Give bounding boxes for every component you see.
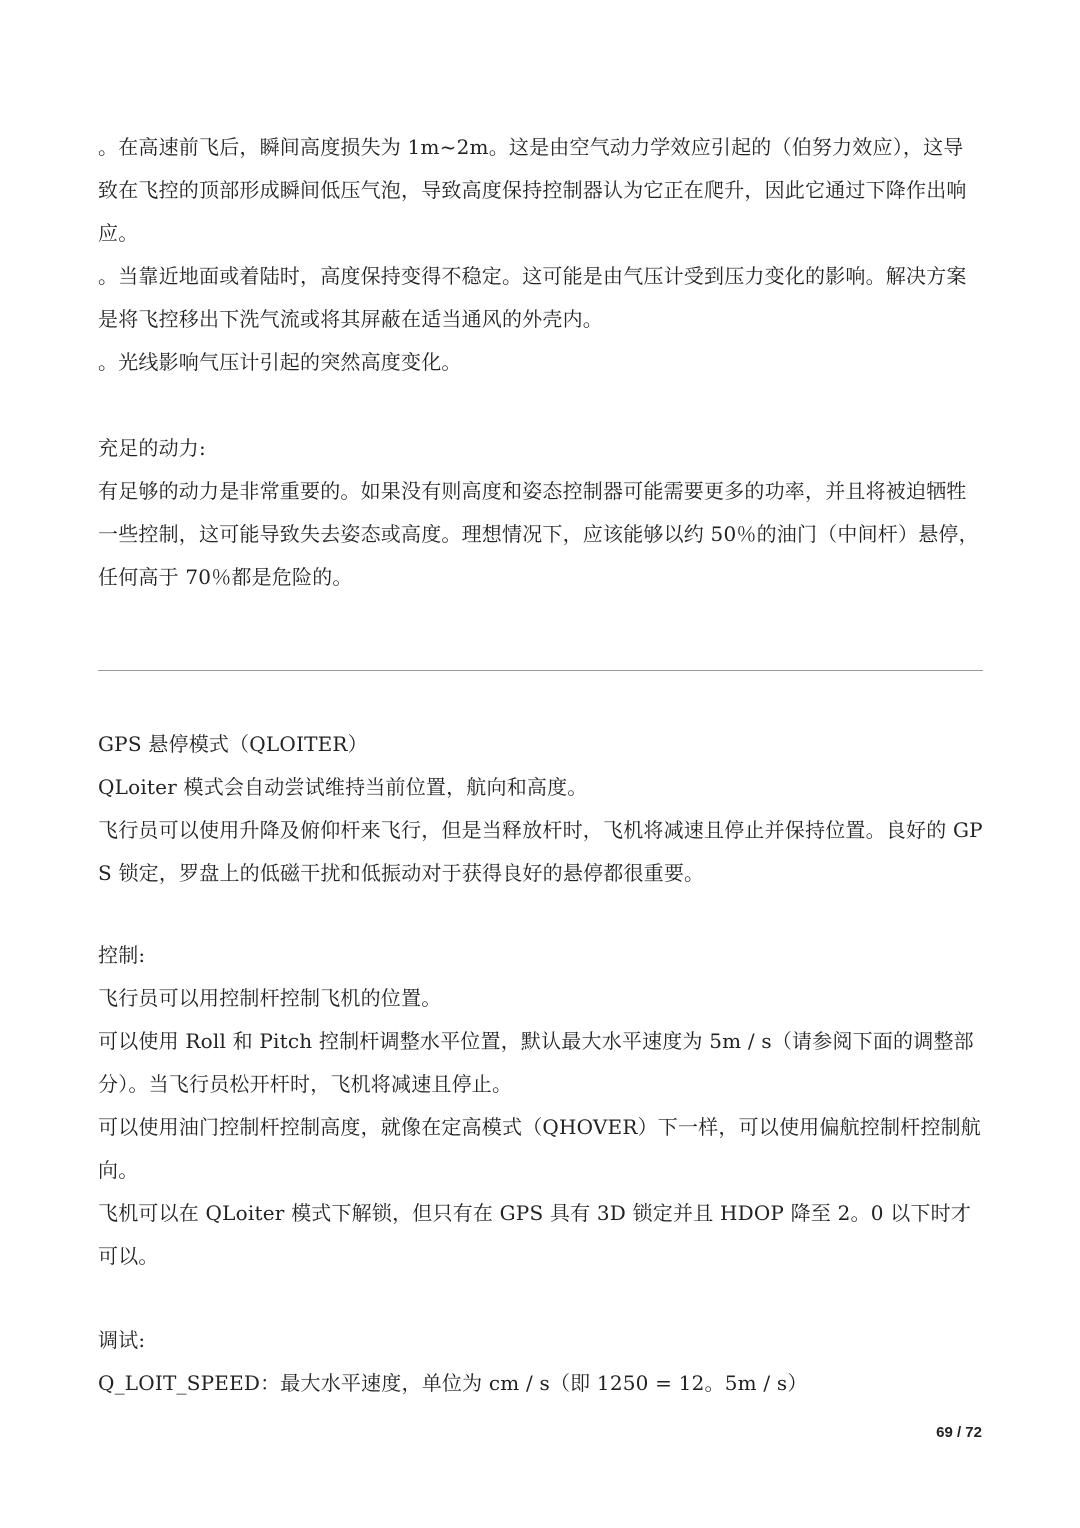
- paragraph-qloiter-intro: QLoiter 模式会自动尝试维持当前位置，航向和高度。: [98, 775, 588, 799]
- section-heading-tuning: 调试:: [98, 1328, 146, 1352]
- section-heading-control: 控制:: [98, 943, 146, 967]
- paragraph-altitude-loss: 。在高速前飞后，瞬间高度损失为 1m~2m。这是由空气动力学效应引起的（伯努力效应），这导致在飞控的顶部形成瞬间低压气泡，导致高度保持控制器认为它正在爬升，因此它通过下降作出响应。: [98, 135, 967, 245]
- page-number: 69 / 72: [936, 1424, 982, 1441]
- paragraph-tuning-loit-speed: Q_LOIT_SPEED：最大水平速度，单位为 cm / s（即 1250 = 12。5m / s）: [98, 1371, 808, 1395]
- paragraph-control-arming: 飞机可以在 QLoiter 模式下解锁，但只有在 GPS 具有 3D 锁定并且 HDOP 降至 2。0 以下时才可以。: [98, 1201, 971, 1268]
- qloiter-section: [98, 723, 983, 895]
- section-divider: [98, 670, 983, 671]
- paragraph-control-throttle: 可以使用油门控制杆控制高度，就像在定高模式（QHOVER）下一样，可以使用偏航控制杆控制航向。: [98, 1115, 981, 1182]
- section-heading-power: 充足的动力:: [98, 436, 206, 460]
- tuning-section: [98, 1319, 983, 1405]
- altitude-issues-section: [98, 126, 983, 384]
- paragraph-ground-effect: 。当靠近地面或着陆时，高度保持变得不稳定。这可能是由气压计受到压力变化的影响。解决方案是将飞控移出下洗气流或将其屏蔽在适当通风的外壳内。: [98, 264, 967, 331]
- control-section: [98, 934, 983, 1278]
- power-section: [98, 427, 983, 599]
- paragraph-control-position: 飞行员可以用控制杆控制飞机的位置。: [98, 986, 442, 1010]
- paragraph-power: 有足够的动力是非常重要的。如果没有则高度和姿态控制器可能需要更多的功率，并且将被迫牺牲一些控制，这可能导致失去姿态或高度。理想情况下，应该能够以约 50％的油门（中间杆）悬停，任何高于 70％都是危险的。: [98, 479, 979, 589]
- paragraph-control-roll-pitch: 可以使用 Roll 和 Pitch 控制杆调整水平位置，默认最大水平速度为 5m / s（请参阅下面的调整部分）。当飞行员松开杆时，飞机将减速且停止。: [98, 1029, 974, 1096]
- section-heading-qloiter: GPS 悬停模式（QLOITER）: [98, 732, 368, 756]
- paragraph-qloiter-pilot: 飞行员可以使用升降及俯仰杆来飞行，但是当释放杆时，飞机将减速且停止并保持位置。良好的 GPS 锁定，罗盘上的低磁干扰和低振动对于获得良好的悬停都很重要。: [98, 818, 983, 885]
- paragraph-light-effect: 。光线影响气压计引起的突然高度变化。: [98, 350, 462, 374]
